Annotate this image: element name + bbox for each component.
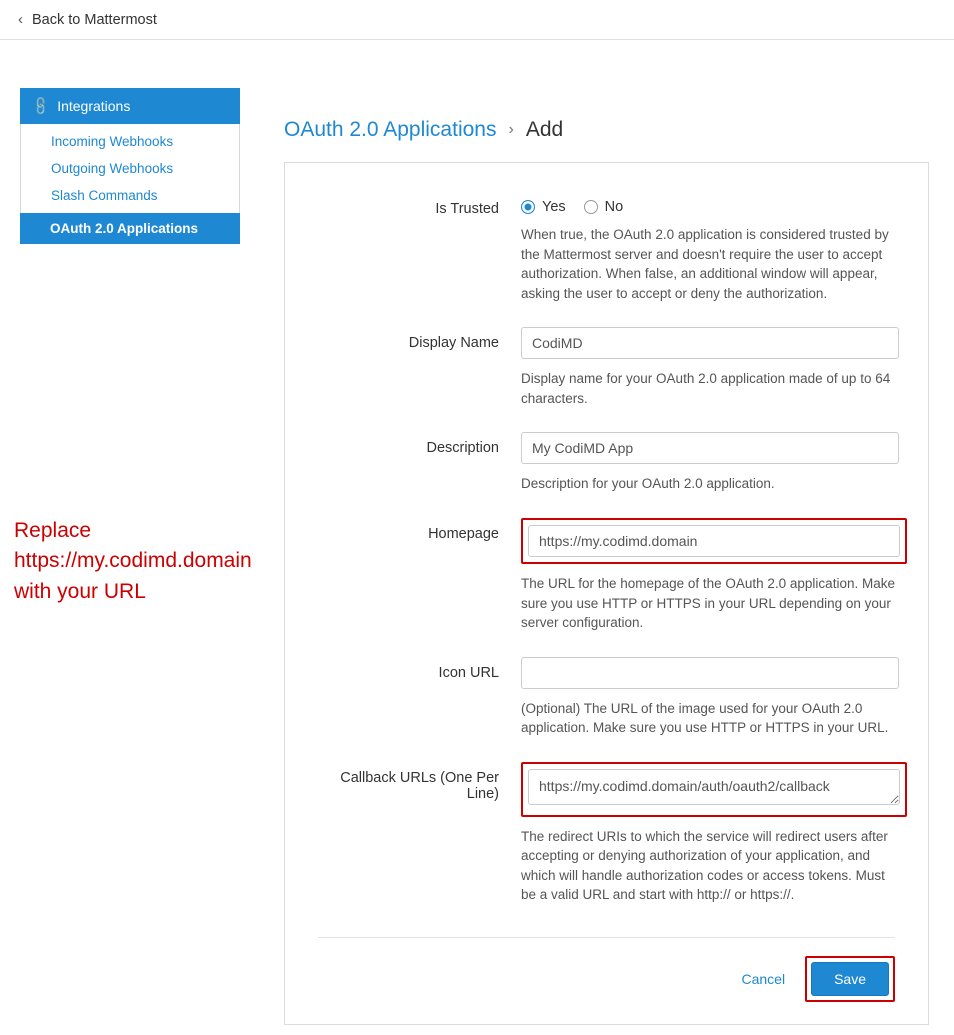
radio-yes-icon[interactable]: [521, 200, 535, 214]
field-row-description: [318, 432, 895, 512]
description-help: Description for your OAuth 2.0 application.: [521, 476, 775, 492]
save-button[interactable]: Save: [811, 962, 889, 996]
breadcrumb-current: Add: [525, 118, 564, 141]
sidebar-header[interactable]: [20, 88, 240, 124]
callback-urls-textarea[interactable]: [528, 769, 900, 805]
form-actions: [318, 938, 895, 1002]
annotation-text: Replace https://my.codimd.domain with your URL: [14, 519, 252, 603]
sidebar-item-incoming-webhooks[interactable]: Incoming Webhooks: [51, 134, 174, 149]
sidebar-item-slash-commands[interactable]: Slash Commands: [51, 188, 158, 203]
breadcrumb-parent-link[interactable]: OAuth 2.0 Applications: [284, 118, 497, 141]
link-icon: 🔗: [29, 94, 52, 117]
callback-urls-label: Callback URLs (One Per Line): [340, 769, 499, 802]
homepage-highlight-box: [521, 518, 907, 564]
is-trusted-yes-option[interactable]: [521, 199, 566, 215]
is-trusted-label: Is Trusted: [435, 201, 499, 217]
oauth-add-form-card: [284, 162, 929, 1025]
chevron-right-icon: ›: [508, 121, 514, 138]
sidebar-item-outgoing-webhooks[interactable]: Outgoing Webhooks: [51, 161, 174, 176]
description-label: Description: [426, 440, 499, 457]
is-trusted-radio-group: [521, 193, 895, 215]
sidebar: [20, 88, 240, 244]
display-name-label: Display Name: [408, 335, 499, 352]
back-link-label: Back to Mattermost: [32, 11, 157, 28]
callback-urls-help: The redirect URIs to which the service will redirect users after accepting or denying authorization of your application, and which will handle authorization codes or access tokens. Must be a valid URL and start with http:// or https://.: [521, 828, 888, 903]
is-trusted-no-option[interactable]: [584, 199, 624, 215]
breadcrumb: [284, 118, 929, 142]
sidebar-list: [20, 124, 240, 244]
chevron-left-icon: ‹: [18, 11, 23, 28]
display-name-help: Display name for your OAuth 2.0 application made of up to 64 characters.: [521, 371, 891, 406]
field-row-display-name: [318, 327, 895, 426]
top-bar: [0, 0, 954, 40]
radio-no-icon[interactable]: [584, 200, 598, 214]
icon-url-label: Icon URL: [438, 664, 499, 681]
field-row-callback-urls: [318, 762, 895, 923]
cancel-button[interactable]: Cancel: [735, 970, 791, 988]
icon-url-help: (Optional) The URL of the image used for your OAuth 2.0 application. Make sure you use HTTP or HTTPS in your URL.: [521, 700, 889, 736]
description-input[interactable]: [521, 432, 899, 464]
field-row-icon-url: [318, 657, 895, 756]
is-trusted-help: When true, the OAuth 2.0 application is considered trusted by the Mattermost server and doesn't require the user to accept authorization. When false, an additional window will appear, asking the user to accept or deny the authorization.: [521, 227, 889, 301]
save-highlight-box: [805, 956, 895, 1002]
back-to-mattermost-link[interactable]: [18, 12, 157, 28]
main-content: [284, 118, 929, 1025]
field-row-homepage: [318, 518, 895, 651]
is-trusted-yes-label: Yes: [542, 199, 566, 215]
sidebar-item-oauth-applications[interactable]: OAuth 2.0 Applications: [20, 213, 240, 244]
icon-url-input[interactable]: [521, 657, 899, 689]
homepage-input[interactable]: [528, 525, 900, 557]
field-row-is-trusted: [318, 193, 895, 321]
callback-urls-highlight-box: [521, 762, 907, 817]
sidebar-header-label: Integrations: [57, 98, 131, 114]
display-name-input[interactable]: [521, 327, 899, 359]
is-trusted-no-label: No: [604, 199, 624, 215]
homepage-help: The URL for the homepage of the OAuth 2.0 application. Make sure you use HTTP or HTTPS in your URL depending on your server configuration.: [521, 575, 895, 631]
homepage-label: Homepage: [428, 525, 499, 542]
